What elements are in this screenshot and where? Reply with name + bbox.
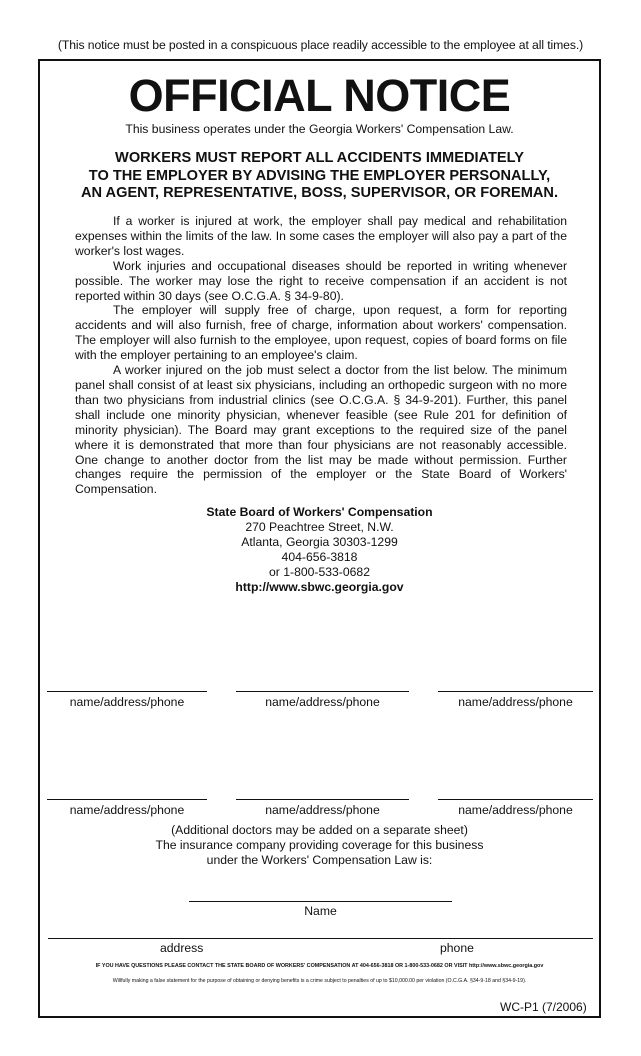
questions-notice: IF YOU HAVE QUESTIONS PLEASE CONTACT THE STATE BOARD OF WORKERS' COMPENSATION AT 404-656-3818 OR 1-800-533-0682 OR VISIT http://www.sbwc.georgia.gov: [95, 963, 544, 969]
doctor-slot-line: [47, 691, 207, 692]
insurer-intro: [38, 823, 601, 868]
board-city: Atlanta, Georgia 30303-1299: [241, 535, 398, 549]
insurer-address-line: [48, 938, 593, 939]
insurer-intro-line: under the Workers' Compensation Law is:: [206, 853, 433, 867]
posting-instruction: (This notice must be posted in a conspicuous place readily accessible to the employee at all times.): [57, 38, 584, 52]
doctor-slot-line: [47, 799, 207, 800]
doctor-slot-label: name/address/phone: [69, 695, 185, 709]
doctor-slot-label: name/address/phone: [458, 695, 573, 709]
body-paragraph: A worker injured on the job must select a doctor from the list below. The minimum panel shall consist of at least six physicians, including an orthopedic surgeon with no more than two physicians from industrial clinics (see O.C.G.A. § 34-9-201). Further, this panel shall include one minority physician, whenever feasible (see Rule 201 for definition of minority physician). The Board may grant exceptions to the required size of the panel where it is demonstrated that more than four physicians are not reasonably accessible. One change to another doctor from the list may be made without permission. Further changes require the permission of the employer or the State Board of Workers' Compensation.: [75, 363, 567, 497]
board-phone: 404-656-3818: [281, 550, 358, 564]
additional-doctors-note: (Additional doctors may be added on a separate sheet): [171, 823, 468, 837]
doctor-slot-label: name/address/phone: [69, 803, 185, 817]
board-name: State Board of Workers' Compensation: [206, 505, 433, 519]
reporting-headline: [38, 150, 601, 203]
insurer-address-label: address: [160, 941, 204, 955]
doctor-slot-label: name/address/phone: [265, 803, 380, 817]
doctor-slot-label: name/address/phone: [458, 803, 573, 817]
body-paragraph: If a worker is injured at work, the employer shall pay medical and rehabilitation expenses within the limits of the law. In some cases the employer will also pay a part of the worker's lost wages.: [75, 214, 567, 258]
doctor-slot: [236, 799, 409, 817]
board-contact-block: [38, 505, 601, 595]
board-website: http://www.sbwc.georgia.gov: [235, 580, 404, 594]
doctor-slot: [236, 691, 409, 709]
doctor-slot: [438, 799, 593, 817]
headline-line: WORKERS MUST REPORT ALL ACCIDENTS IMMEDIATELY: [115, 150, 524, 166]
notice-body: [75, 214, 567, 497]
headline-line: AN AGENT, REPRESENTATIVE, BOSS, SUPERVISOR, OR FOREMAN.: [80, 185, 559, 201]
board-street: 270 Peachtree Street, N.W.: [245, 520, 394, 534]
doctor-slot: [438, 691, 593, 709]
body-paragraph: The employer will supply free of charge, upon request, a form for reporting accidents and will also furnish, free of charge, information about workers' compensation. The employer will also furnish to the employee, upon request, copies of board forms on file with the employer pertaining to an employee's claim.: [75, 303, 567, 363]
form-identifier: WC-P1 (7/2006): [500, 1000, 587, 1014]
notice-title: OFFICIAL NOTICE: [128, 70, 511, 121]
insurer-intro-line: The insurance company providing coverage for this business: [155, 838, 484, 852]
false-statement-warning: Willfully making a false statement for the purpose of obtaining or denying benefits is a crime subject to penalties of up to $10,000.00 per violation (O.C.G.A. §34-9-18 and §34-9-19).: [112, 978, 527, 984]
body-paragraph: Work injuries and occupational diseases should be reported in writing whenever possible. The worker may lose the right to receive compensation if an accident is not reported within 30 days (see O.C.G.A. § 34-9-80).: [75, 258, 567, 303]
notice-subtitle: This business operates under the Georgia Workers' Compensation Law.: [125, 122, 514, 136]
doctor-slot-line: [236, 799, 409, 800]
insurer-phone-label: phone: [440, 941, 474, 955]
doctor-slot: [47, 799, 207, 817]
doctor-slot-line: [438, 799, 593, 800]
doctor-slot-label: name/address/phone: [265, 695, 380, 709]
doctor-slot: [47, 691, 207, 709]
board-alt-phone: or 1-800-533-0682: [269, 565, 370, 579]
doctor-slot-line: [438, 691, 593, 692]
doctor-slot-line: [236, 691, 409, 692]
headline-line: TO THE EMPLOYER BY ADVISING THE EMPLOYER PERSONALLY,: [88, 167, 551, 184]
insurer-name-field: Name: [189, 901, 452, 918]
